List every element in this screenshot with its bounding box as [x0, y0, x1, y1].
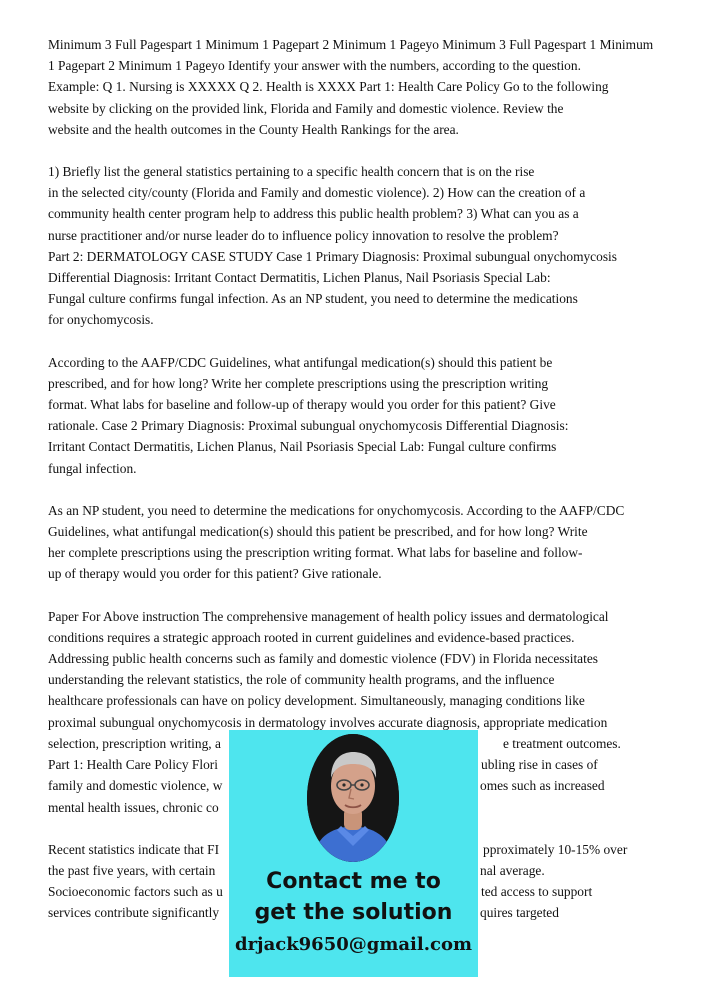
- text-line: website and the health outcomes in the County Health Rankings for the area.: [48, 121, 459, 137]
- text-line: for onychomycosis.: [48, 312, 154, 328]
- text-line: 1) Briefly list the general statistics pertaining to a specific health concern that is on the rise: [48, 164, 535, 180]
- text-line: Guidelines, what antifungal medication(s) should this patient be prescribed, and for how long? Write: [48, 524, 588, 540]
- text-fragment-left: Recent statistics indicate that FI: [48, 841, 220, 857]
- text-line: fungal infection.: [48, 460, 137, 476]
- text-line: prescribed, and for how long? Write her complete prescriptions using the prescription writing: [48, 375, 549, 391]
- text-line: up of therapy would you order for this patient? Give rationale.: [48, 566, 382, 582]
- text-line: community health center program help to address this public health problem? 3) What can you as a: [48, 206, 579, 222]
- paragraph-questions: [48, 161, 700, 331]
- text-line: According to the AAFP/CDC Guidelines, what antifungal medication(s) should this patient be: [48, 354, 553, 370]
- text-line: website by clicking on the provided link, Florida and Family and domestic violence. Review the: [48, 100, 564, 116]
- text-line: Differential Diagnosis: Irritant Contact Dermatitis, Lichen Planus, Nail Psoriasis Special Lab:: [48, 270, 551, 286]
- text-fragment-right: pproximately 10-15% over: [483, 841, 628, 857]
- text-line: understanding the relevant statistics, the role of community health programs, and the influence: [48, 672, 555, 688]
- text-fragment-right: ted access to support: [481, 884, 593, 900]
- person-portrait-icon: [307, 734, 399, 862]
- text-line: format. What labs for baseline and follow-up of therapy would you order for this patient? Give: [48, 397, 556, 413]
- text-line: Paper For Above instruction The comprehensive management of health policy issues and dermatological: [48, 608, 609, 624]
- text-line: Minimum 3 Full Pagespart 1 Minimum 1 Pagepart 2 Minimum 1 Pageyo Minimum 3 Full Pagespart 1 Minimum: [48, 37, 654, 52]
- contact-email-link[interactable]: drjack9650@gmail.com: [234, 934, 473, 955]
- text-line: Fungal culture confirms fungal infection. As an NP student, you need to determine the medications: [48, 291, 578, 307]
- text-fragment-right: nal average.: [480, 862, 545, 878]
- text-fragment-right: e treatment outcomes.: [503, 735, 621, 751]
- text-line: mental health issues, chronic co: [48, 799, 219, 815]
- text-line: rationale. Case 2 Primary Diagnosis: Proximal subungual onychomycosis Differential Diagnosis:: [48, 418, 569, 434]
- contact-heading: Contact me to: [266, 869, 441, 894]
- text-fragment-right: quires targeted: [480, 905, 559, 921]
- text-fragment-right: omes such as increased: [480, 778, 605, 794]
- text-line: conditions requires a strategic approach rooted in current guidelines and evidence-based practices.: [48, 629, 575, 645]
- text-line: her complete prescriptions using the prescription writing format. What labs for baseline and follow-: [48, 545, 583, 561]
- text-line: Example: Q 1. Nursing is XXXXX Q 2. Health is XXXX Part 1: Health Care Policy Go to the following: [48, 79, 609, 95]
- text-fragment-left: services contribute significantly: [48, 905, 220, 921]
- text-line: 1 Pagepart 2 Minimum 1 Pageyo Identify your answer with the numbers, according to the question.: [48, 58, 581, 74]
- text-fragment-left: selection, prescription writing, a: [48, 735, 221, 751]
- text-line: in the selected city/county (Florida and Family and domestic violence). 2) How can the creation of a: [48, 185, 586, 201]
- text-line: proximal subungual onychomycosis in dermatology involves accurate diagnosis, appropriate medication: [48, 714, 608, 730]
- paragraph-case-2: [48, 500, 700, 585]
- text-line: Irritant Contact Dermatitis, Lichen Planus, Nail Psoriasis Special Lab: Fungal culture confirms: [48, 439, 557, 455]
- paragraph-instructions: [48, 34, 700, 140]
- text-fragment-left: Part 1: Health Care Policy Flori: [48, 757, 218, 773]
- text-fragment-left: the past five years, with certain: [48, 862, 216, 878]
- portrait-graphic: [307, 734, 399, 862]
- contact-subheading: get the solution: [254, 900, 453, 925]
- text-line: nurse practitioner and/or nurse leader do to influence policy innovation to resolve the problem?: [48, 227, 559, 243]
- contact-promo-box[interactable]: [229, 730, 478, 977]
- text-line: Part 2: DERMATOLOGY CASE STUDY Case 1 Primary Diagnosis: Proximal subungual onychomycosis: [48, 248, 617, 264]
- text-fragment-right: ubling rise in cases of: [481, 757, 598, 773]
- text-fragment-left: Socioeconomic factors such as u: [48, 884, 223, 900]
- text-line: Addressing public health concerns such as family and domestic violence (FDV) in Florida necessitates: [48, 651, 598, 667]
- paragraph-case-1: [48, 352, 700, 479]
- text-line: As an NP student, you need to determine the medications for onychomycosis. According to the AAFP/CDC: [48, 502, 625, 518]
- text-line: healthcare professionals can have on policy development. Simultaneously, managing conditions like: [48, 693, 585, 709]
- text-fragment-left: family and domestic violence, w: [48, 778, 223, 794]
